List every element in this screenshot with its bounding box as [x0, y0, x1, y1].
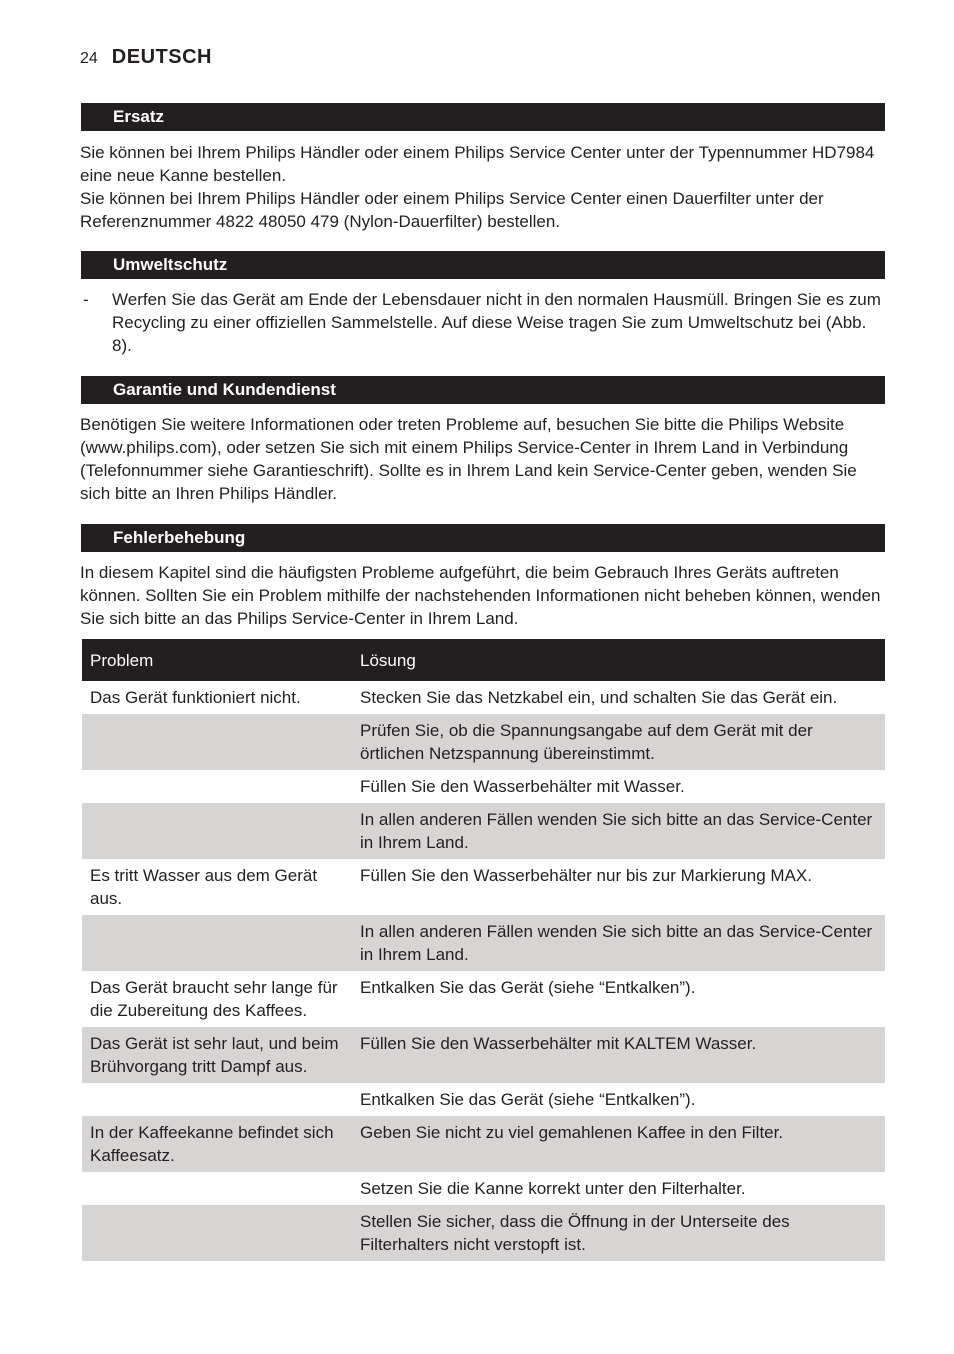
- bullet-dash: -: [83, 290, 89, 309]
- solution-cell: Geben Sie nicht zu viel gemahlenen Kaffee in den Filter.: [352, 1116, 885, 1172]
- solution-cell: Füllen Sie den Wasserbehälter mit Wasser.: [360, 777, 685, 796]
- problem-cell: In der Kaffeekanne befindet sich Kaffeesatz.: [82, 1116, 352, 1172]
- ersatz-paragraph: Sie können bei Ihrem Philips Händler oder einem Philips Service Center einen Dauerfilter unter der Referenznummer 4822 48050 479 (Nylon-Dauerfilter) bestellen.: [80, 189, 824, 231]
- solution-cell: Entkalken Sie das Gerät (siehe “Entkalken”).: [360, 1090, 696, 1109]
- problem-cell: Das Gerät braucht sehr lange für die Zubereitung des Kaffees.: [90, 978, 338, 1020]
- problem-cell: [82, 1172, 352, 1205]
- problem-cell: Das Gerät funktioniert nicht.: [90, 688, 301, 707]
- ersatz-text: [80, 141, 888, 233]
- garantie-paragraph: Benötigen Sie weitere Informationen oder treten Probleme auf, besuchen Sie bitte die Philips Website (www.philips.com), oder setzen Sie sich mit einem Philips Service-Center in Ihrem Land in Verbindung (Telefonnummer siehe Garantieschrift). Sollte es in Ihrem Land kein Service-Center geben, wenden Sie sich bitte an Ihren Philips Händler.: [80, 415, 857, 503]
- section-heading-umweltschutz: Umweltschutz: [81, 251, 885, 279]
- section-heading-garantie: Garantie und Kundendienst: [81, 376, 885, 404]
- table-row: [82, 915, 885, 971]
- column-header-problem: Problem: [82, 639, 352, 681]
- column-header-solution: Lösung: [352, 639, 885, 681]
- solution-cell: In allen anderen Fällen wenden Sie sich bitte an das Service-Center in Ihrem Land.: [352, 915, 885, 971]
- table-row: [82, 971, 885, 1027]
- page-number: 24: [80, 50, 98, 67]
- table-row: [82, 1172, 885, 1205]
- language-title: DEUTSCH: [111, 46, 212, 68]
- problem-cell: [82, 770, 352, 803]
- table-row: [82, 1083, 885, 1116]
- table-row: [82, 803, 885, 859]
- troubleshooting-table: [82, 639, 885, 1261]
- table-row: [82, 714, 885, 770]
- table-row: [82, 1116, 885, 1172]
- page-header: [80, 46, 212, 76]
- table-row: [82, 770, 885, 803]
- section-heading-ersatz: Ersatz: [81, 103, 885, 131]
- problem-cell: [82, 714, 352, 770]
- umweltschutz-bullet-text: Werfen Sie das Gerät am Ende der Lebensdauer nicht in den normalen Hausmüll. Bringen Sie es zum Recycling zu einer offiziellen Sammelstelle. Auf diese Weise tragen Sie zum Umweltschutz bei (Abb. 8).: [112, 290, 881, 355]
- table-row: [82, 1205, 885, 1261]
- table-row: [82, 681, 885, 714]
- solution-cell: Stellen Sie sicher, dass die Öffnung in der Unterseite des Filterhalters nicht verstopft ist.: [352, 1205, 885, 1261]
- solution-cell: Prüfen Sie, ob die Spannungsangabe auf dem Gerät mit der örtlichen Netzspannung übereinstimmt.: [352, 714, 885, 770]
- problem-cell: [82, 803, 352, 859]
- solution-cell: Entkalken Sie das Gerät (siehe “Entkalken”).: [360, 978, 696, 997]
- section-heading-fehlerbehebung: Fehlerbehebung: [81, 524, 885, 552]
- problem-cell: Es tritt Wasser aus dem Gerät aus.: [90, 866, 318, 908]
- solution-cell: In allen anderen Fällen wenden Sie sich bitte an das Service-Center in Ihrem Land.: [352, 803, 885, 859]
- umweltschutz-bullet: [80, 288, 888, 357]
- solution-cell: Setzen Sie die Kanne korrekt unter den Filterhalter.: [360, 1179, 746, 1198]
- problem-cell: [82, 1083, 352, 1116]
- ersatz-paragraph: Sie können bei Ihrem Philips Händler oder einem Philips Service Center unter der Typennummer HD7984 eine neue Kanne bestellen.: [80, 143, 875, 185]
- problem-cell: [82, 1205, 352, 1261]
- fehlerbehebung-paragraph: In diesem Kapitel sind die häufigsten Probleme aufgeführt, die beim Gebrauch Ihres Geräts auftreten können. Sollten Sie ein Problem mithilfe der nachstehenden Informationen nicht beheben können, wenden Sie sich bitte an das Philips Service-Center in Ihrem Land.: [80, 563, 881, 628]
- table-header-row: [82, 639, 885, 681]
- table-row: [82, 859, 885, 915]
- solution-cell: Füllen Sie den Wasserbehälter nur bis zur Markierung MAX.: [360, 866, 812, 885]
- problem-cell: Das Gerät ist sehr laut, und beim Brühvorgang tritt Dampf aus.: [82, 1027, 352, 1083]
- solution-cell: Füllen Sie den Wasserbehälter mit KALTEM Wasser.: [352, 1027, 885, 1083]
- solution-cell: Stecken Sie das Netzkabel ein, und schalten Sie das Gerät ein.: [360, 688, 838, 707]
- table-row: [82, 1027, 885, 1083]
- problem-cell: [82, 915, 352, 971]
